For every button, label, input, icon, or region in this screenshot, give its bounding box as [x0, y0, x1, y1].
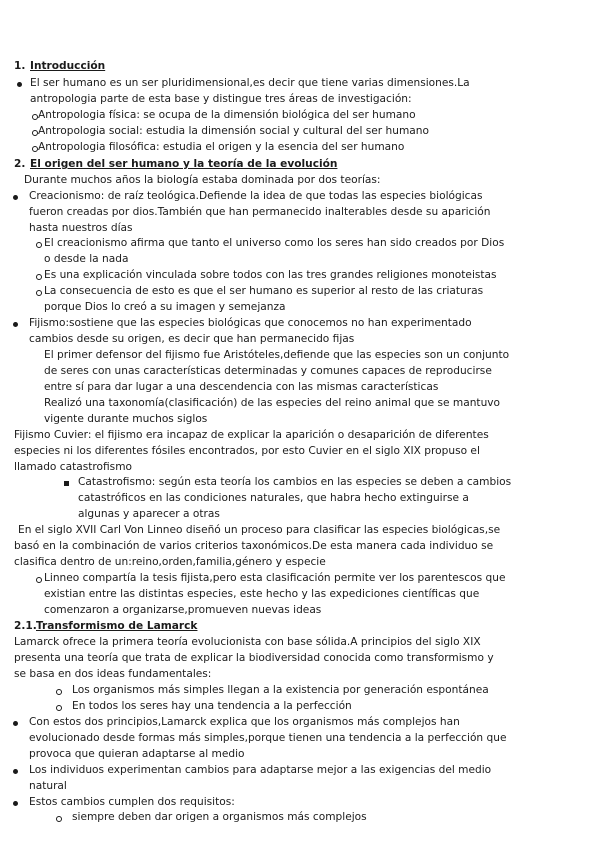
paragraph-line: presenta una teoría que trata de explicar la biodiversidad conocida como transformismo y [14, 652, 494, 664]
paragraph-line: basó en la combinación de varios criterios taxonómicos.De esta manera cada individuo se [14, 540, 494, 552]
hollow-bullet-icon [56, 689, 62, 695]
list-item: En todos los seres hay una tendencia a la perfección [72, 700, 352, 712]
bullet-icon [13, 801, 18, 806]
bullet-icon [13, 769, 18, 774]
paragraph-line: El primer defensor del fijismo fue Aristóteles,defiende que las especies son un conjunto [44, 349, 510, 361]
section-1-heading: Introducción [30, 60, 106, 72]
bullet-icon [13, 195, 18, 200]
section-2-1-number: 2.1. [14, 620, 37, 632]
hollow-bullet-icon [56, 705, 62, 711]
list-item: catastróficos en las condiciones naturales, que habra hecho extinguirse a [78, 492, 469, 504]
list-item: existian entre las distintas especies, este hecho y las expediciones científicas que [44, 588, 480, 600]
paragraph-line: especies ni los diferentes fósiles encontrados, por esto Cuvier en el siglo XIX propuso el [14, 445, 480, 457]
paragraph-line: Fijismo:sostiene que las especies biológicas que conocemos no han experimentado [29, 317, 472, 329]
paragraph-line: El ser humano es un ser pluridimensional,es decir que tiene varias dimensiones.La [30, 77, 470, 89]
paragraph-line: fueron creadas por dios.También que han permanecido inalterables desde su aparición [29, 206, 491, 218]
list-item: Los organismos más simples llegan a la existencia por generación espontánea [72, 684, 489, 696]
section-1-number: 1. [14, 60, 26, 72]
list-item: algunas y aparecer a otras [78, 508, 220, 520]
bullet-icon [17, 82, 22, 87]
paragraph-line: hasta nuestros días [29, 222, 133, 234]
list-item: Es una explicación vinculada sobre todos con las tres grandes religiones monoteistas [44, 269, 497, 281]
paragraph-line: llamado catastrofismo [14, 461, 132, 473]
paragraph-line: clasifica dentro de un:reino,orden,familia,género y especie [14, 556, 326, 568]
list-item: comenzaron a organizarse,promueven nuevas ideas [44, 604, 322, 616]
paragraph-line: Durante muchos años la biología estaba dominada por dos teorías: [24, 174, 381, 186]
paragraph-line: Lamarck ofrece la primera teoría evolucionista con base sólida.A principios del siglo XIX [14, 636, 481, 648]
paragraph-line: Creacionismo: de raíz teológica.Defiende la idea de que todas las especies biológicas [29, 190, 483, 202]
bullet-icon [13, 721, 18, 726]
hollow-bullet-icon [36, 577, 42, 583]
paragraph-line: entre sí para dar lugar a una descendencia con las mismas características [44, 381, 439, 393]
list-item: Linneo compartía la tesis fijista,pero esta clasificación permite ver los parentescos que [44, 572, 506, 584]
hollow-bullet-icon [36, 274, 42, 280]
list-item: La consecuencia de esto es que el ser humano es superior al resto de las criaturas [44, 285, 484, 297]
hollow-bullet-icon [36, 290, 42, 296]
list-item: Antropologia social: estudia la dimensión social y cultural del ser humano [38, 125, 429, 137]
list-item: siempre deben dar origen a organismos más complejos [72, 811, 367, 823]
paragraph-line: cambios desde su origen, es decir que han permanecido fijas [29, 333, 355, 345]
square-bullet-icon [64, 481, 69, 486]
section-2-heading: El origen del ser humano y la teoría de la evolución [30, 158, 338, 170]
paragraph-line: de seres con unas características determinadas y comunes capaces de reproducirse [44, 365, 492, 377]
paragraph-line: se basa en dos ideas fundamentales: [14, 668, 212, 680]
paragraph-line: evolucionado desde formas más simples,porque tienen una tendencia a la perfección que [29, 732, 507, 744]
paragraph-line: antropologia parte de esta base y distingue tres áreas de investigación: [30, 93, 412, 105]
list-item: Catastrofismo: según esta teoría los cambios en las especies se deben a cambios [78, 476, 512, 488]
paragraph-line: natural [29, 780, 67, 792]
hollow-bullet-icon [56, 816, 62, 822]
paragraph-line: Realizó una taxonomía(clasificación) de las especies del reino animal que se mantuvo [44, 397, 501, 409]
hollow-bullet-icon [36, 242, 42, 248]
list-item: Antropologia filosófica: estudia el origen y la esencia del ser humano [38, 141, 405, 153]
bullet-icon [13, 322, 18, 327]
paragraph-line: Con estos dos principios,Lamarck explica que los organismos más complejos han [29, 716, 460, 728]
paragraph-line: provoca que quieran adaptarse al medio [29, 748, 245, 760]
paragraph-line: En el siglo XVII Carl Von Linneo diseñó un proceso para clasificar las especies biológicas,se [18, 524, 501, 536]
paragraph-line: Los individuos experimentan cambios para adaptarse mejor a las exigencias del medio [29, 764, 492, 776]
paragraph-line: vigente durante muchos siglos [44, 413, 208, 425]
list-item: o desde la nada [44, 253, 129, 265]
paragraph-line: Estos cambios cumplen dos requisitos: [29, 796, 235, 808]
list-item: Antropologia física: se ocupa de la dimensión biológica del ser humano [38, 109, 416, 121]
section-2-number: 2. [14, 158, 26, 170]
list-item: El creacionismo afirma que tanto el universo como los seres han sido creados por Dios [44, 237, 505, 249]
list-item: porque Dios lo creó a su imagen y semejanza [44, 301, 286, 313]
paragraph-line: Fijismo Cuvier: el fijismo era incapaz de explicar la aparición o desaparición de diferentes [14, 429, 489, 441]
section-2-1-heading: Transformismo de Lamarck [36, 620, 198, 632]
